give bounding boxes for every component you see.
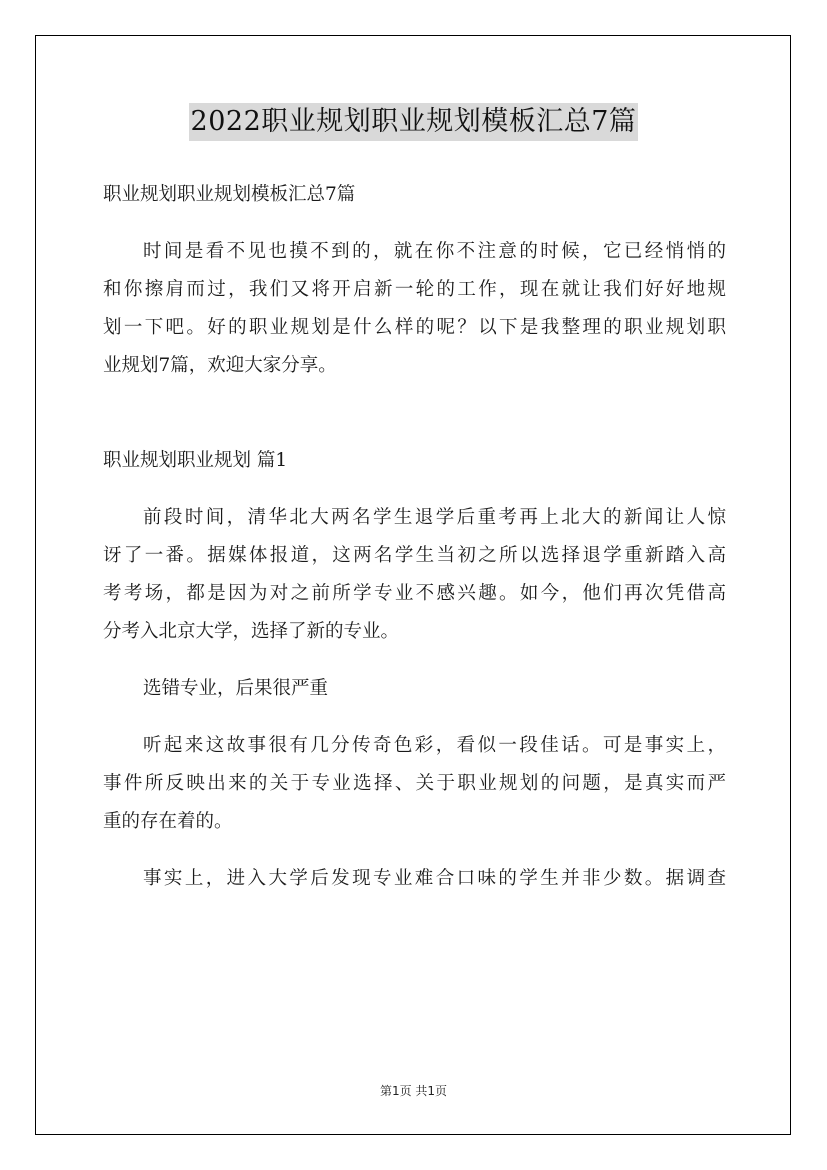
s1p2-line-2: 事件所反映出来的关于专业选择、关于职业规划的问题，是真实而严 <box>103 773 726 794</box>
s1p1-line-1: 前段时间，清华北大两名学生退学后重考再上北大的新闻让人惊 <box>143 507 726 528</box>
s1p2-line-1: 听起来这故事很有几分传奇色彩，看似一段佳话。可是事实上， <box>143 735 726 756</box>
intro-line-1: 时间是看不见也摸不到的，就在你不注意的时候，它已经悄悄的 <box>143 241 726 262</box>
section1-paragraph-1 <box>103 499 726 651</box>
section1-paragraph-2 <box>103 727 726 841</box>
page-number-label: 第1页 共1页 <box>379 1084 448 1098</box>
s1p1-line-4: 分考入北京大学，选择了新的专业。 <box>103 621 400 642</box>
section1-subheading: 选错专业，后果很严重 <box>143 678 329 699</box>
intro-line-3: 划一下吧。好的职业规划是什么样的呢？以下是我整理的职业规划职 <box>103 317 726 338</box>
intro-paragraph <box>103 233 726 385</box>
s1p1-line-2: 讶了一番。据媒体报道，这两名学生当初之所以选择退学重新踏入高 <box>103 545 726 566</box>
s1p1-line-3: 考考场，都是因为对之前所学专业不感兴趣。如今，他们再次凭借高 <box>103 583 726 604</box>
section1-paragraph-3 <box>103 860 726 898</box>
title-container <box>0 103 827 141</box>
document-title: 2022职业规划职业规划模板汇总7篇 <box>189 103 639 141</box>
document-body <box>103 176 726 898</box>
section1-heading: 职业规划职业规划 篇1 <box>103 450 288 471</box>
document-subtitle: 职业规划职业规划模板汇总7篇 <box>103 184 356 205</box>
intro-line-4: 业规划7篇，欢迎大家分享。 <box>103 355 337 376</box>
s1p2-line-3: 重的存在着的。 <box>103 811 233 832</box>
s1p3-line-1: 事实上，进入大学后发现专业难合口味的学生并非少数。据调查 <box>143 868 726 889</box>
page-footer <box>0 1082 827 1099</box>
intro-line-2: 和你擦肩而过，我们又将开启新一轮的工作，现在就让我们好好地规 <box>103 279 726 300</box>
